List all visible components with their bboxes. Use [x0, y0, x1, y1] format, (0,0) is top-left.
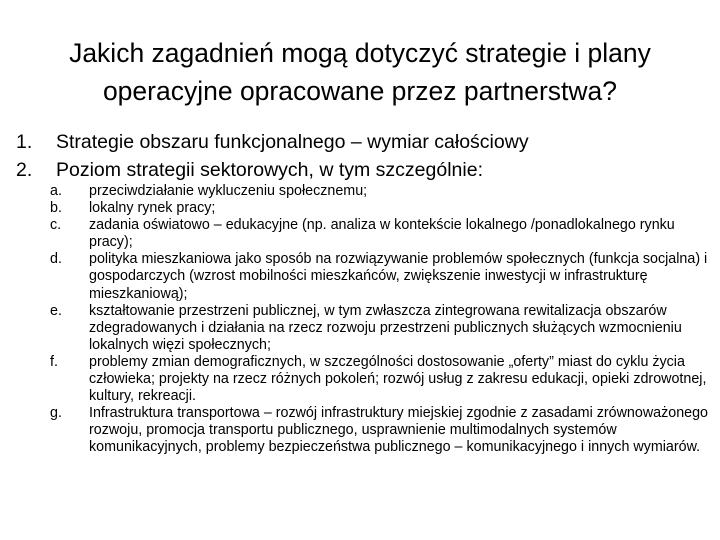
subitem-letter: c. — [50, 217, 62, 234]
subitem-text: przeciwdziałanie wykluczeniu społecznemu; — [89, 183, 368, 199]
item-text: Poziom strategii sektorowych, w tym szczególnie: — [56, 159, 483, 181]
subitem-letter: e. — [50, 302, 62, 319]
sub-list-item — [50, 405, 710, 456]
subitem-text: zadania oświatowo – edukacyjne (np. analiza w kontekście lokalnego /ponadlokalnego rynku pracy); — [89, 217, 675, 251]
sub-list-item — [50, 183, 710, 200]
sub-list-item — [50, 251, 710, 302]
item-number: 2. — [16, 159, 33, 181]
subitem-letter: g. — [50, 405, 62, 422]
slide-title: Jakich zagadnień mogą dotyczyć strategie i plany operacyjne opracowane przez partnerstwa? — [69, 38, 651, 106]
subitem-letter: d. — [50, 251, 62, 268]
subitem-letter: f. — [50, 353, 58, 370]
main-list-item — [16, 156, 706, 184]
sub-list — [50, 183, 710, 457]
subitem-text: Infrastruktura transportowa – rozwój infrastruktury miejskiej zgodnie z zasadami zrównoważonego rozwoju, promocja transportu publicznego, usprawnienie multimodalnych systemów komunikacyjnych, problemy bezpieczeństwa publicznego – komunikacyjnego i innych wymiarów. — [89, 405, 709, 456]
subitem-text: polityka mieszkaniowa jako sposób na rozwiązywanie problemów społecznych (funkcja socjalna) i gospodarczych (wzrost mobilności mieszkańców, zwiększenie inwestycji w infrastrukturę mieszkaniową); — [89, 251, 708, 302]
subitem-text: lokalny rynek pracy; — [89, 200, 216, 217]
sub-list-item — [50, 217, 710, 251]
main-list — [16, 128, 706, 184]
subitem-text: kształtowanie przestrzeni publicznej, w tym zwłaszcza zintegrowana rewitalizacja obszarów zdegradowanych i działania na rzecz rozwoju przestrzeni publicznych służących wzmocnieniu lokalnych więzi społecznych; — [89, 302, 682, 353]
subitem-letter: a. — [50, 183, 62, 199]
subitem-letter: b. — [50, 200, 62, 217]
sub-list-item — [50, 200, 710, 217]
main-list-item — [16, 128, 706, 156]
item-number: 1. — [16, 131, 33, 153]
sub-list-item — [50, 354, 710, 405]
subitem-text: problemy zmian demograficznych, w szczególności dostosowanie „oferty” miast do cyklu życia człowieka; projekty na rzecz różnych pokoleń; rozwój usług z zakresu edukacji, opieki zdrowotnej, kultury, rekreacji. — [89, 353, 707, 405]
sub-list-item — [50, 303, 710, 354]
item-text: Strategie obszaru funkcjonalnego – wymiar całościowy — [56, 131, 529, 153]
